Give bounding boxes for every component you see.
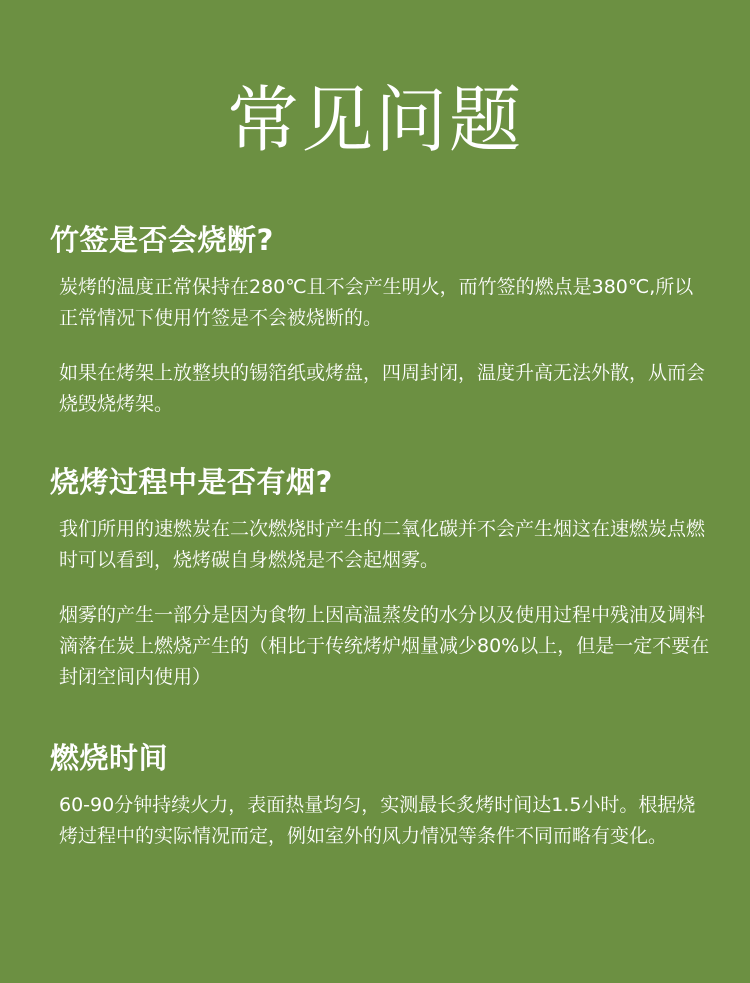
faq-question: 竹签是否会烧断? bbox=[50, 223, 274, 257]
faq-section-smoke bbox=[50, 462, 710, 693]
faq-question: 燃烧时间 bbox=[50, 741, 169, 775]
faq-answer-paragraph: 炭烤的温度正常保持在280℃且不会产生明火，而竹签的燃点是380℃,所以正常情况下使用竹签是不会被烧断的。 bbox=[59, 276, 694, 329]
page-title: 常见问题 bbox=[226, 78, 523, 162]
faq-answer-paragraph: 60-90分钟持续火力，表面热量均匀，实测最长炙烤时间达1.5小时。根据烧烤过程中的实际情况而定，例如室外的风力情况等条件不同而略有变化。 bbox=[59, 794, 696, 847]
faq-answer-paragraph: 烟雾的产生一部分是因为食物上因高温蒸发的水分以及使用过程中残油及调料滴落在炭上燃烧产生的（相比于传统烤炉烟量减少80%以上，但是一定不要在封闭空间内使用） bbox=[59, 604, 710, 688]
faq-section-burn-time bbox=[50, 738, 710, 852]
faq-answer-paragraph: 我们所用的速燃炭在二次燃烧时产生的二氧化碳并不会产生烟这在速燃炭点燃时可以看到，烧烤碳自身燃烧是不会起烟雾。 bbox=[59, 518, 706, 571]
faq-section-bamboo bbox=[50, 220, 710, 420]
faq-answer-paragraph: 如果在烤架上放整块的锡箔纸或烤盘，四周封闭，温度升高无法外散，从而会烧毁烧烤架。 bbox=[59, 362, 706, 415]
faq-question: 烧烤过程中是否有烟? bbox=[50, 465, 333, 499]
